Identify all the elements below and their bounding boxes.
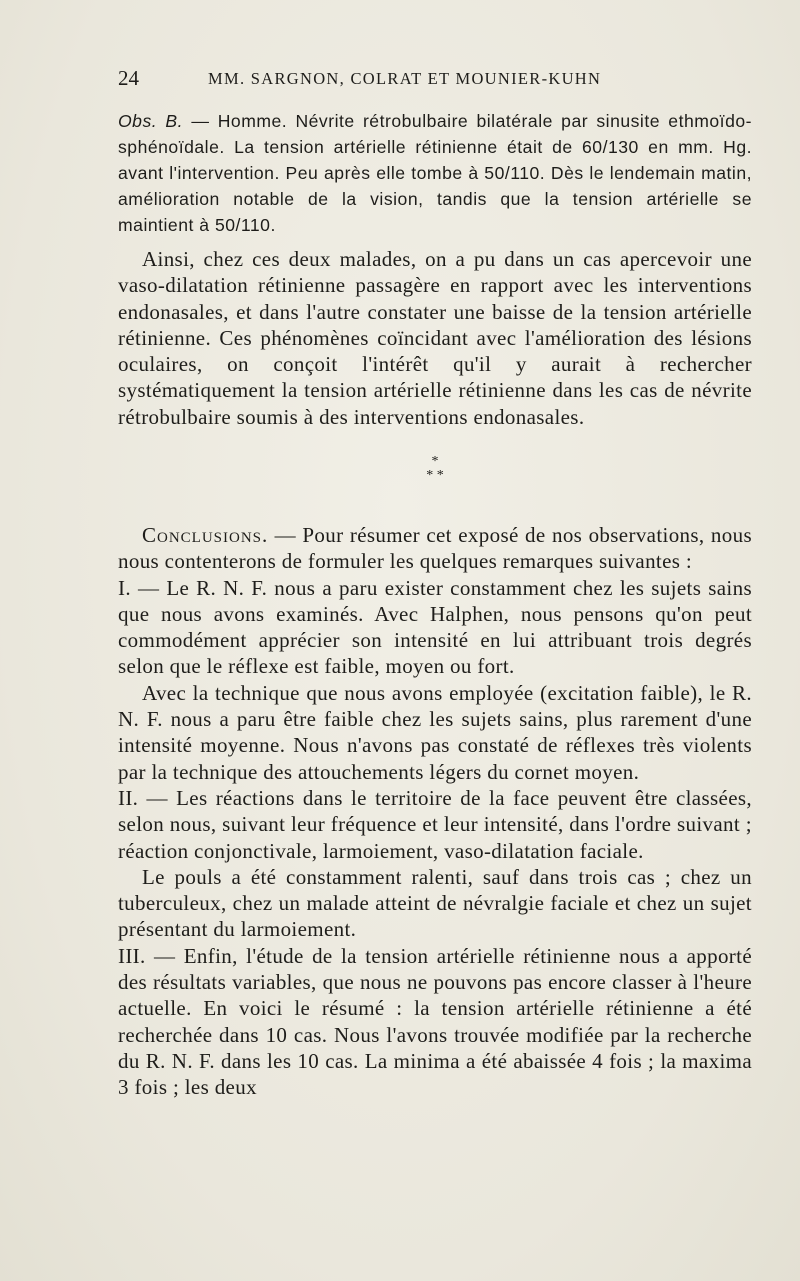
conclusions-heading: Conclusions. bbox=[142, 523, 269, 547]
ornament-star-top: * bbox=[431, 454, 439, 469]
paragraph-ainsi-text: Ainsi, chez ces deux malades, on a pu dans un cas apercevoir une vaso-dilatation rétinienne passagère en rapport avec les interventions endonasales, et dans l'autre constater une baisse de la tension artérielle rétinienne. Ces phénomènes coïncidant avec l'amélioration des lésions oculaires, on conçoit l'intérêt qu'il y aurait à rechercher systématiquement la tension artérielle rétinienne dans les cas de névrite rétrobulbaire soumis à des interventions endonasales. bbox=[118, 247, 752, 429]
conclusion-point-2: II. — Les réactions dans le territoire de la face peuvent être classées, selon nous, suivant leur fréquence et leur intensité, dans l'ordre suivant ; réaction conjonctivale, larmoiement, vaso-dilatation faciale. bbox=[118, 785, 752, 863]
conclusions-intro-text: — Pour résumer cet exposé de nos observations, nous nous contenterons de formuler les quelques remarques suivantes : bbox=[118, 523, 752, 574]
observation-text: — Homme. Névrite rétrobulbaire bilatérale par sinusite ethmoïdo-sphénoïdale. La tension artérielle rétinienne était de 60/130 en mm. Hg. avant l'intervention. Peu après elle tombe à 50/110. Dès le lendemain matin, amélioration notable de la vision, tandis que la tension artérielle se maintient à 50/110. bbox=[118, 111, 753, 235]
page-number: 24 bbox=[118, 66, 139, 90]
paragraph-ainsi bbox=[118, 246, 752, 430]
ornament-star-bottom: * * bbox=[426, 468, 444, 483]
section-ornament bbox=[0, 455, 800, 483]
conclusion-point-1: I. — Le R. N. F. nous a paru exister constamment chez les sujets sains que nous avons examinés. Avec Halphen, nous pensons qu'on peut commodément apprécier son intensité en lui attribuant trois degrés selon que le réflexe est faible, moyen ou fort. bbox=[118, 575, 752, 679]
conclusions-section bbox=[118, 522, 752, 1101]
conclusion-point-3: III. — Enfin, l'étude de la tension artérielle rétinienne nous a apporté des résultats variables, que nous ne pouvons pas encore classer à l'heure actuelle. En voici le résumé : la tension artérielle rétinienne a été recherchée dans 10 cas. Nous l'avons trouvée modifiée par la recherche du R. N. F. dans les 10 cas. La minima a été abaissée 4 fois ; la maxima 3 fois ; les deux bbox=[118, 943, 752, 1100]
conclusions-intro bbox=[118, 522, 752, 575]
conclusion-point-2-pulse: Le pouls a été constamment ralenti, sauf dans trois cas ; chez un tuberculeux, chez un malade atteint de névralgie faciale et chez un sujet présentant du larmoiement. bbox=[118, 864, 752, 942]
page-header bbox=[118, 66, 754, 94]
observation-b bbox=[118, 108, 752, 238]
running-head: MM. SARGNON, COLRAT ET MOUNIER-KUHN bbox=[208, 69, 602, 88]
conclusion-point-1-technique: Avec la technique que nous avons employée (excitation faible), le R. N. F. nous a paru être faible chez les sujets sains, plus rarement d'une intensité moyenne. Nous n'avons pas constaté de réflexes très violents par la technique des attouchements légers du cornet moyen. bbox=[118, 680, 752, 784]
observation-label: Obs. B. bbox=[118, 111, 184, 131]
